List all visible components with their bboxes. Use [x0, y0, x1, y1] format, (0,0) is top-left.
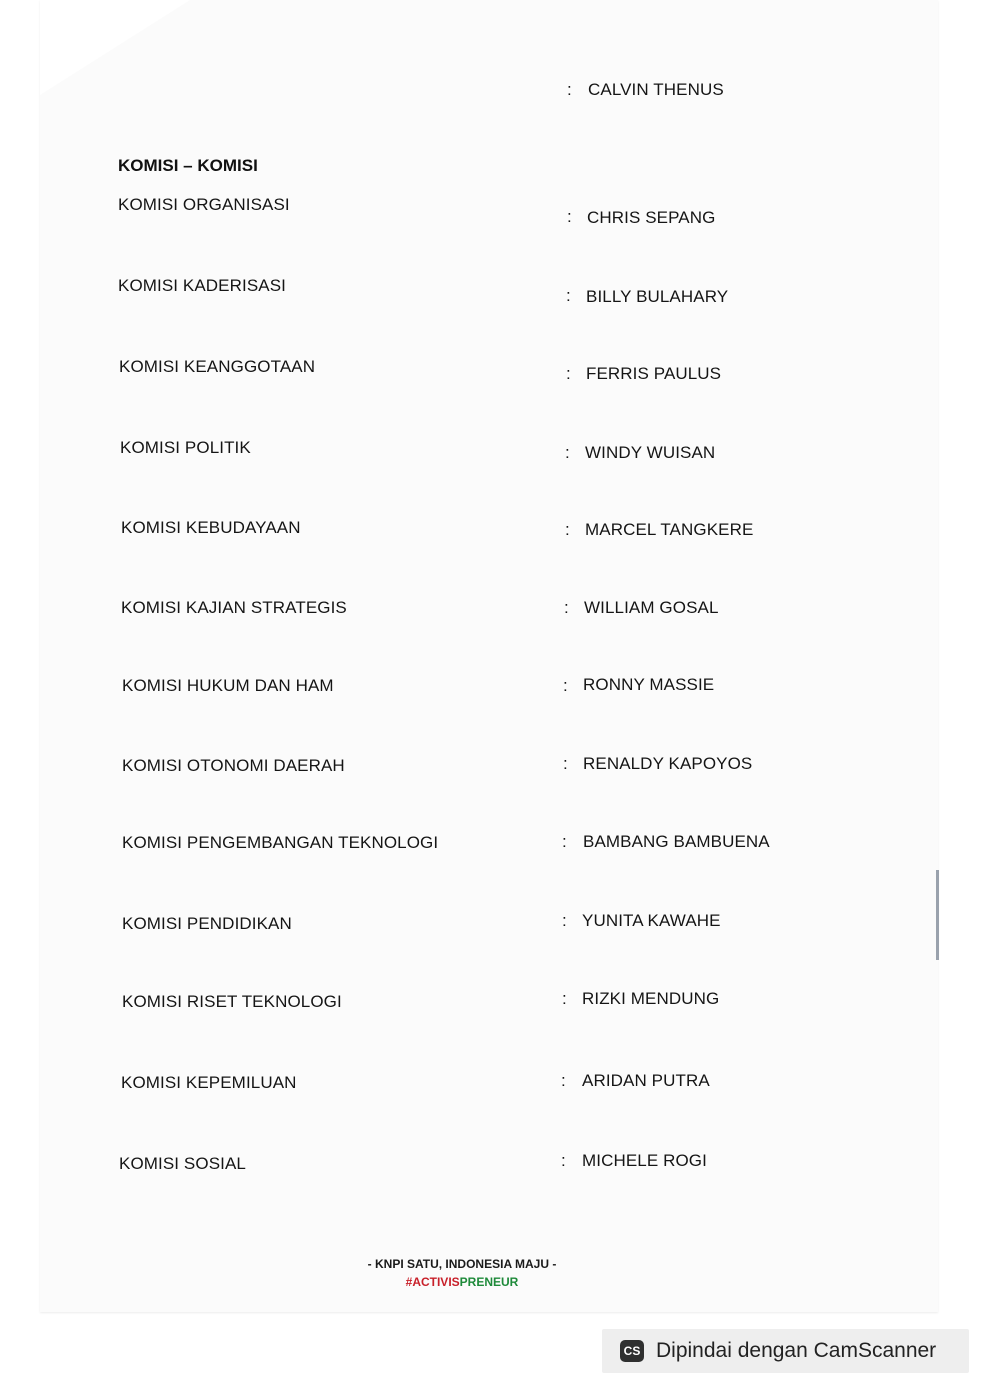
commission-label: KOMISI KEBUDAYAAN [121, 518, 301, 537]
folded-corner [40, 0, 190, 95]
entry-colon: : [563, 676, 568, 695]
commission-label: KOMISI PENGEMBANGAN TEKNOLOGI [122, 833, 439, 852]
commission-label: KOMISI KAJIAN STRATEGIS [121, 598, 347, 617]
camscanner-logo-icon: CS [620, 1340, 644, 1362]
commission-label: KOMISI KEANGGOTAAN [119, 357, 316, 376]
commission-label: KOMISI KADERISASI [118, 276, 286, 295]
entry-name: WILLIAM GOSAL [584, 598, 719, 617]
entry-colon: : [567, 207, 572, 226]
entry-colon: : [564, 598, 569, 617]
entry-colon: : [567, 80, 572, 99]
entry-name: MICHELE ROGI [582, 1151, 707, 1170]
entry-colon: : [566, 286, 571, 305]
commission-label: KOMISI HUKUM DAN HAM [122, 676, 334, 695]
entry-colon: : [562, 832, 567, 851]
section-title: KOMISI – KOMISI [118, 156, 258, 175]
entry-colon: : [566, 364, 571, 383]
commission-label: KOMISI SOSIAL [119, 1154, 246, 1173]
entry-colon: : [565, 443, 570, 462]
entry-colon: : [562, 989, 567, 1008]
entry-colon: : [561, 1151, 566, 1170]
entry-name: BILLY BULAHARY [586, 287, 729, 306]
entry-name: YUNITA KAWAHE [582, 911, 721, 930]
commission-label: KOMISI OTONOMI DAERAH [122, 756, 345, 775]
entry-name: RONNY MASSIE [583, 675, 715, 694]
entry-name: RENALDY KAPOYOS [583, 754, 753, 773]
entry-name: ARIDAN PUTRA [582, 1071, 710, 1090]
camscanner-watermark [602, 1329, 969, 1373]
entry-colon: : [562, 911, 567, 930]
entry-name: CHRIS SEPANG [587, 208, 716, 227]
footer-motto: - KNPI SATU, INDONESIA MAJU - [367, 1257, 557, 1271]
entry-name: FERRIS PAULUS [586, 364, 722, 383]
entry-name: BAMBANG BAMBUENA [583, 832, 770, 851]
commission-label: KOMISI PENDIDIKAN [122, 914, 292, 933]
commission-label: KOMISI ORGANISASI [118, 195, 290, 214]
entry-name: MARCEL TANGKERE [585, 520, 754, 539]
commission-label: KOMISI KEPEMILUAN [121, 1073, 297, 1092]
commission-label: KOMISI POLITIK [120, 438, 251, 457]
entry-colon: : [561, 1071, 566, 1090]
entry-name: RIZKI MENDUNG [582, 989, 720, 1008]
hashtag-red-part: #ACTIVIS [405, 1275, 460, 1289]
entry-colon: : [565, 520, 570, 539]
footer-hashtag [0, 1275, 954, 1289]
hashtag-green-part: PRENEUR [459, 1275, 519, 1289]
entry-name: CALVIN THENUS [588, 80, 724, 99]
page-edge-shadow [936, 870, 939, 960]
entry-name: WINDY WUISAN [585, 443, 716, 462]
camscanner-text: Dipindai dengan CamScanner [656, 1339, 937, 1362]
entry-colon: : [563, 754, 568, 773]
commission-label: KOMISI RISET TEKNOLOGI [122, 992, 342, 1011]
